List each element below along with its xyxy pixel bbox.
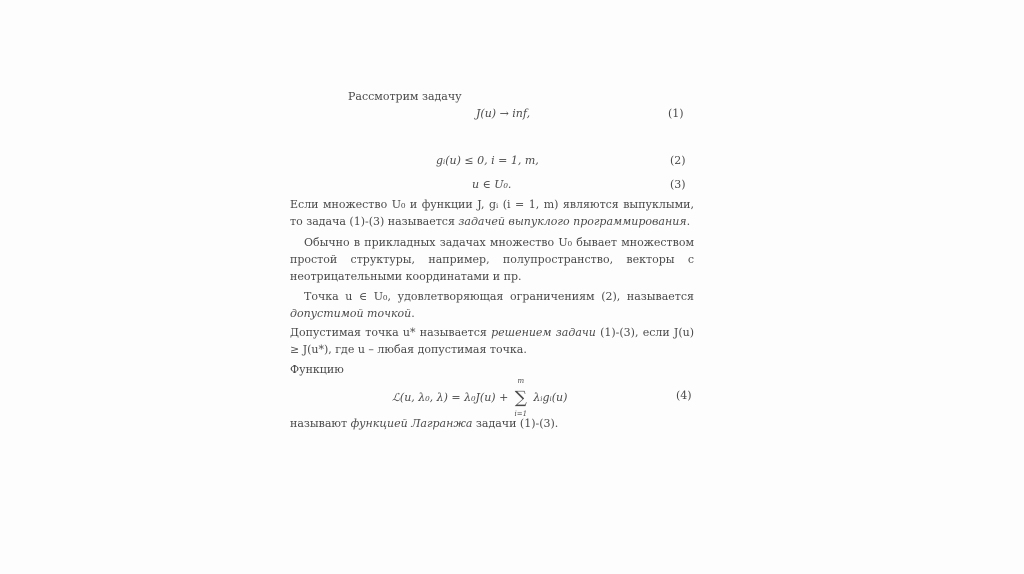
- admissible-point-term: допустимой точкой: [290, 307, 412, 321]
- paragraph-admissible: [290, 288, 694, 322]
- paragraph-solution-text: Допустимая точка u* называется: [290, 326, 492, 339]
- paragraph-lagrange-end: задачи (1)-(3).: [472, 417, 559, 430]
- formula-4-right: λᵢgᵢ(u): [533, 391, 568, 405]
- formula-3: u ∈ U₀.: [472, 178, 512, 191]
- paragraph-solution: [290, 324, 694, 358]
- paragraph-lagrange-text: называют: [290, 417, 351, 430]
- formula-2-number: (2): [670, 154, 686, 167]
- formula-4-left: ℒ(u, λ₀, λ) = λ₀J(u) +: [392, 391, 509, 405]
- formula-1-number: (1): [668, 107, 684, 120]
- formula-4-number: (4): [676, 389, 692, 402]
- lagrange-function-term: функцией Лагранжа: [350, 417, 473, 430]
- paragraph-convex-text: Если множество U₀ и функции J, gᵢ (i = 1, m) являются выпуклыми, то задача (1)-(3) называется: [290, 198, 694, 229]
- sum-upper-limit: m: [517, 377, 525, 385]
- paragraph-solution-end: (1)-(3), если J(u) ≥ J(u*), где u – любая допустимая точка.: [290, 326, 695, 357]
- scanned-document: [290, 80, 700, 440]
- function-word: Функцию: [290, 363, 344, 376]
- sigma-icon: ∑: [514, 388, 527, 408]
- paragraph-lagrange: [290, 415, 558, 432]
- solution-term: решением задачи: [491, 326, 596, 339]
- formula-3-number: (3): [670, 178, 686, 191]
- sum-lower-limit: i=1: [514, 409, 528, 418]
- paragraph-convex: [290, 196, 694, 230]
- paragraph-convex-end: .: [686, 215, 691, 229]
- intro-text: Рассмотрим задачу: [348, 90, 462, 103]
- convex-programming-term: задачей выпуклого программирования: [458, 215, 687, 229]
- paragraph-admissible-end: .: [411, 307, 415, 321]
- sum-sign: [514, 377, 528, 418]
- paragraph-admissible-text: Точка u ∈ U₀, удовлетворяющая ограничениям (2), называется: [304, 290, 694, 303]
- formula-1: J(u) → inf,: [476, 107, 531, 120]
- formula-2: gᵢ(u) ≤ 0, i = 1, m,: [436, 154, 539, 167]
- formula-4: [392, 377, 568, 418]
- paragraph-structure: Обычно в прикладных задачах множество U₀ бывает множеством простой структуры, например, полупространство, векторы с неотрицательными координатами и пр.: [290, 236, 694, 284]
